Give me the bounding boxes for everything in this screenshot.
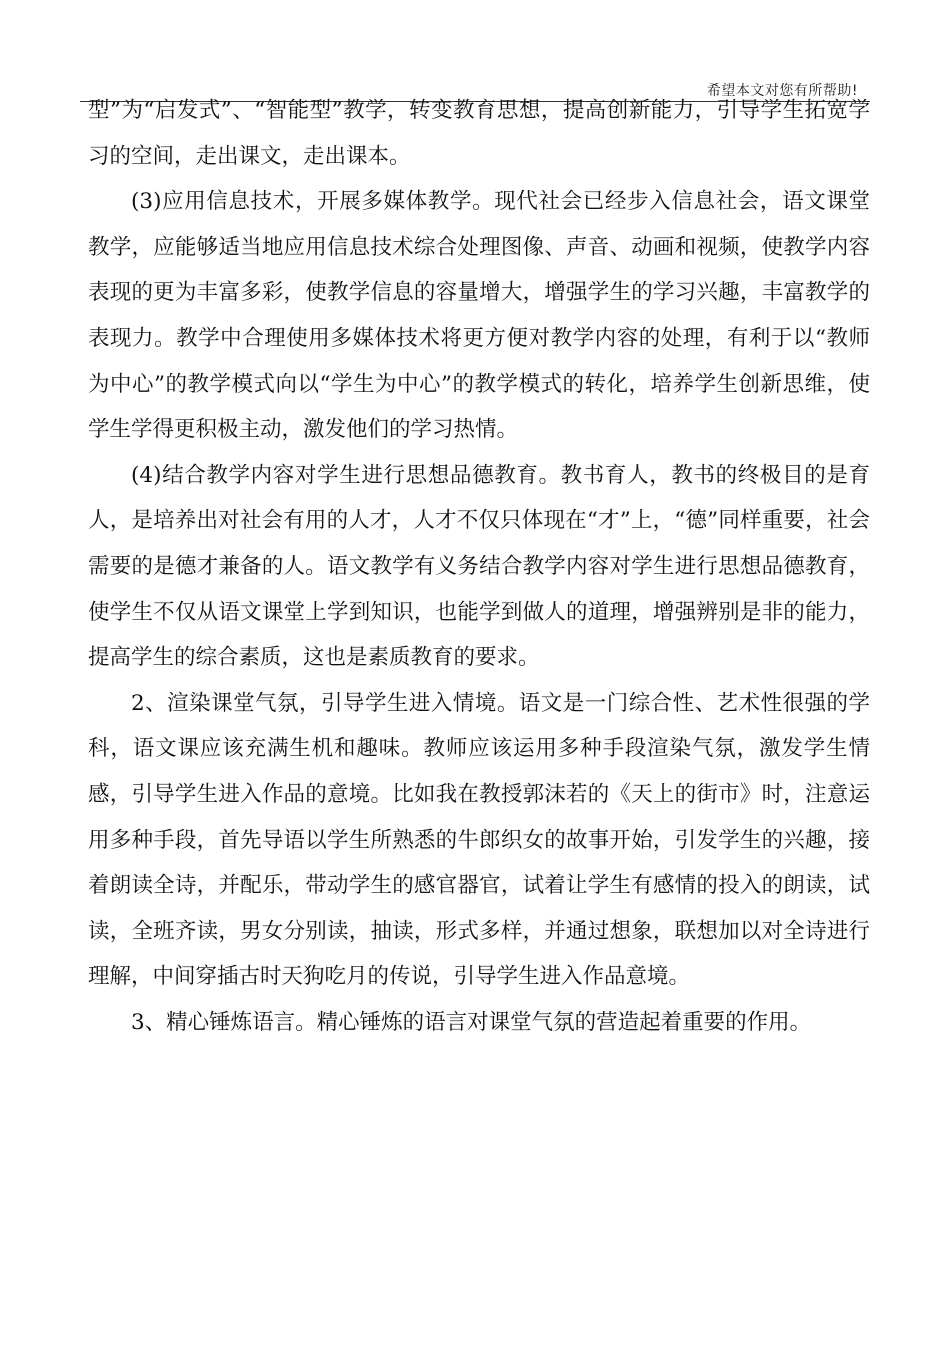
paragraph-language: 3、精心锤炼语言。精心锤炼的语言对课堂气氛的营造起着重要的作用。	[131, 1009, 812, 1035]
header-note: 希望本文对您有所帮助!	[706, 83, 858, 99]
paragraph-classroom-atmosphere: 2、渲染课堂气氛，引导学生进入情境。语文是一门综合性、艺术性很强的学科，语文课应该充满生机和趣味。教师应该运用多种手段渲染气氛，激发学生情感，引导学生进入作品的意境。比如我在教授郭沫若的《天上的街市》时，注意运用多种手段，首先导语以学生所熟悉的牛郎织女的故事开始，引发学生的兴趣，接着朗读全诗，并配乐，带动学生的感官器官，试着让学生有感情的投入的朗读，试读，全班齐读，男女分别读，抽读，形式多样，并通过想象，联想加以对全诗进行理解，中间穿插古时天狗吃月的传说，引导学生进入作品意境。	[88, 690, 870, 990]
document-body	[88, 88, 870, 1045]
paragraph-moral-education: (4)结合教学内容对学生进行思想品德教育。教书育人，教书的终极目的是育人，是培养出对社会有用的人才，人才不仅只体现在“才”上，“德”同样重要，社会需要的是德才兼备的人。语文教学有义务结合教学内容对学生进行思想品德教育，使学生不仅从语文课堂上学到知识，也能学到做人的道理，增强辨别是非的能力，提高学生的综合素质，这也是素质教育的要求。	[88, 462, 870, 671]
paragraph-info-tech: (3)应用信息技术，开展多媒体教学。现代社会已经步入信息社会，语文课堂教学，应能够适当地应用信息技术综合处理图像、声音、动画和视频，使教学内容表现的更为丰富多彩，使教学信息的容量增大，增强学生的学习兴趣，丰富教学的表现力。教学中合理使用多媒体技术将更方便对教学内容的处理，有利于以“教师为中心”的教学模式向以“学生为中心”的教学模式的转化，培养学生创新思维，使学生学得更积极主动，激发他们的学习热情。	[88, 189, 870, 443]
paragraph-continuation: 型”为“启发式”、“智能型”教学，转变教育思想，提高创新能力，引导学生拓宽学习的空间，走出课文，走出课本。	[88, 98, 870, 169]
